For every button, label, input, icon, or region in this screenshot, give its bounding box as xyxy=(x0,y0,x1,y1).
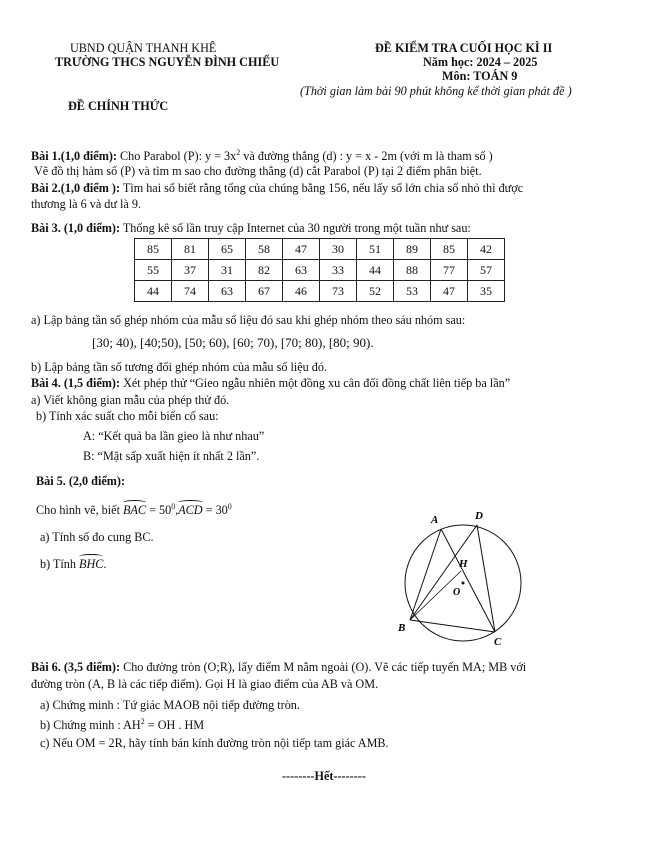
bai1-label: Bài 1.(1,0 điểm): xyxy=(31,149,117,164)
table-cell: 77 xyxy=(431,260,468,281)
table-cell: 67 xyxy=(246,281,283,302)
bai5-label: Bài 5. (2,0 điểm): xyxy=(36,474,126,488)
subject: Môn: TOÁN 9 xyxy=(442,69,518,83)
degree-mark: 0 xyxy=(227,502,232,511)
segment-ab xyxy=(410,529,441,620)
table-row xyxy=(135,239,505,260)
district-name: UBND QUẬN THANH KHÊ xyxy=(70,41,217,55)
degree-mark: 0 xyxy=(171,502,176,511)
bai4-text: Xét phép thử “Gieo ngẫu nhiên một đồng xu cân đối đồng chất liên tiếp ba lần” xyxy=(120,376,511,390)
table-cell: 44 xyxy=(357,260,394,281)
end-marker: --------Hết-------- xyxy=(282,769,366,783)
point-o xyxy=(462,582,465,585)
table-cell: 51 xyxy=(357,239,394,260)
table-cell: 53 xyxy=(394,281,431,302)
table-cell: 44 xyxy=(135,281,172,302)
time-note: (Thời gian làm bài 90 phút không kể thời gian phát đề ) xyxy=(300,84,572,98)
segment-bc xyxy=(410,620,495,632)
table-cell: 42 xyxy=(468,239,505,260)
table-cell: 52 xyxy=(357,281,394,302)
table-cell: 73 xyxy=(320,281,357,302)
segment-ac xyxy=(441,529,495,632)
table-cell: 55 xyxy=(135,260,172,281)
bai6-b-text-a: b) Chứng minh : AH xyxy=(40,718,141,733)
bai6-part-a: a) Chứng minh : Tứ giác MAOB nội tiếp đường tròn. xyxy=(40,698,300,712)
table-cell: 31 xyxy=(209,260,246,281)
bai2-label: Bài 2.(1,0 điểm ): xyxy=(31,181,121,195)
bai2-line1 xyxy=(31,181,523,196)
table-cell: 33 xyxy=(320,260,357,281)
table-cell: 65 xyxy=(209,239,246,260)
bai3-part-b: b) Lập bảng tần số tương đối ghép nhóm của mẫu số liệu đó. xyxy=(31,360,328,374)
bai6-line1 xyxy=(31,660,526,675)
table-cell: 30 xyxy=(320,239,357,260)
table-cell: 47 xyxy=(431,281,468,302)
bai6-label: Bài 6. (3,5 điểm): xyxy=(31,660,121,674)
bai3-part-a: a) Lập bảng tần số ghép nhóm của mẫu số liệu đó sau khi ghép nhóm theo sáu nhóm sau: xyxy=(31,313,466,327)
table-cell: 63 xyxy=(283,260,320,281)
label-h: H xyxy=(459,558,468,570)
bai6-line2: đường tròn (A, B là các tiếp điểm). Gọi H là giao điểm của AB và OM. xyxy=(31,677,379,691)
bai5-part-a: a) Tính số đo cung BC. xyxy=(40,530,154,544)
bai1-line1 xyxy=(31,148,493,164)
internet-access-table xyxy=(134,238,505,302)
bai3-label: Bài 3. (1,0 điểm): xyxy=(31,221,121,235)
bai1-text-a: Cho Parabol (P): y = 3x xyxy=(116,149,237,164)
bai5-given-prefix: Cho hình vẽ, biết xyxy=(36,503,123,518)
angle-bhc: BHC xyxy=(79,557,104,571)
school-year: Năm học: 2024 – 2025 xyxy=(423,55,538,69)
bai6-b-exponent: 2 xyxy=(140,717,145,726)
table-cell: 82 xyxy=(246,260,283,281)
bai4-label: Bài 4. (1,5 điểm): xyxy=(31,376,121,390)
bai4-line1 xyxy=(31,376,510,391)
bai1-line2: Vẽ đồ thị hàm số (P) và tìm m sao cho đường thẳng (d) cắt Parabol (P) tại 2 điểm phân biệt. xyxy=(34,164,482,178)
table-row xyxy=(135,281,505,302)
angle-acd: ACD xyxy=(178,503,203,518)
school-name: TRƯỜNG THCS NGUYỄN ĐÌNH CHIỂU xyxy=(55,55,280,69)
label-d: D xyxy=(475,510,483,522)
bai6-part-c: c) Nếu OM = 2R, hãy tính bán kính đường tròn nội tiếp tam giác AMB. xyxy=(40,736,389,750)
bai5-b-prefix: b) Tính xyxy=(40,557,80,571)
segment-cd xyxy=(477,525,495,632)
label-c: C xyxy=(494,636,502,648)
angle-bac: BAC xyxy=(123,503,147,518)
label-b: B xyxy=(398,622,406,634)
exam-title: ĐỀ KIỂM TRA CUỐI HỌC KÌ II xyxy=(375,41,553,55)
bai2-text: Tìm hai số biết rằng tổng của chúng bằng 156, nếu lấy số lớn chia số nhỏ thì được xyxy=(120,181,524,195)
table-cell: 58 xyxy=(246,239,283,260)
official-exam-label: ĐỀ CHÍNH THỨC xyxy=(68,99,169,113)
bai4-part-b: b) Tính xác suất cho mỗi biến cố sau: xyxy=(36,409,219,423)
bai4-part-a: a) Viết không gian mẫu của phép thử đó. xyxy=(31,393,230,407)
bai4-event-a: A: “Kết quả ba lần gieo là như nhau” xyxy=(83,429,265,443)
table-cell: 81 xyxy=(172,239,209,260)
table-row xyxy=(135,260,505,281)
label-a: A xyxy=(431,514,439,526)
bai5-sep: , xyxy=(175,503,179,518)
bai6-b-text-b: = OH . HM xyxy=(144,718,205,733)
table-cell: 89 xyxy=(394,239,431,260)
table-cell: 47 xyxy=(283,239,320,260)
circle-figure xyxy=(395,505,540,650)
bai2-line2: thương là 6 và dư là 9. xyxy=(31,197,142,211)
bai5-given xyxy=(36,502,232,518)
bai3-line1 xyxy=(31,221,471,236)
bai5-b-suffix: . xyxy=(103,557,107,571)
bai6-part-b xyxy=(40,717,204,733)
table-cell: 85 xyxy=(135,239,172,260)
bai5-eq1: = 50 xyxy=(146,503,172,518)
table-cell: 63 xyxy=(209,281,246,302)
table-cell: 88 xyxy=(394,260,431,281)
table-cell: 85 xyxy=(431,239,468,260)
segment-bd xyxy=(410,525,477,620)
bai6-text: Cho đường tròn (O;R), lấy điểm M nằm ngoài (O). Vẽ các tiếp tuyến MA; MB với xyxy=(120,660,527,674)
bai3-text: Thống kê số lần truy cập Internet của 30 người trong một tuần như sau: xyxy=(120,221,471,235)
bai3-groups: [30; 40), [40;50), [50; 60), [60; 70), [70; 80), [80; 90). xyxy=(92,335,374,350)
bai5-eq2: = 30 xyxy=(202,503,228,518)
label-o: O xyxy=(453,587,461,598)
table-cell: 46 xyxy=(283,281,320,302)
table-cell: 57 xyxy=(468,260,505,281)
bai1-exponent: 2 xyxy=(236,148,241,157)
bai4-event-b: B: “Mặt sấp xuất hiện ít nhất 2 lần”. xyxy=(83,449,260,463)
table-cell: 37 xyxy=(172,260,209,281)
table-cell: 35 xyxy=(468,281,505,302)
bai1-text-b: và đường thẳng (d) : y = x - 2m (với m là tham số ) xyxy=(240,149,493,164)
bai5-part-b xyxy=(40,557,106,572)
table-cell: 74 xyxy=(172,281,209,302)
